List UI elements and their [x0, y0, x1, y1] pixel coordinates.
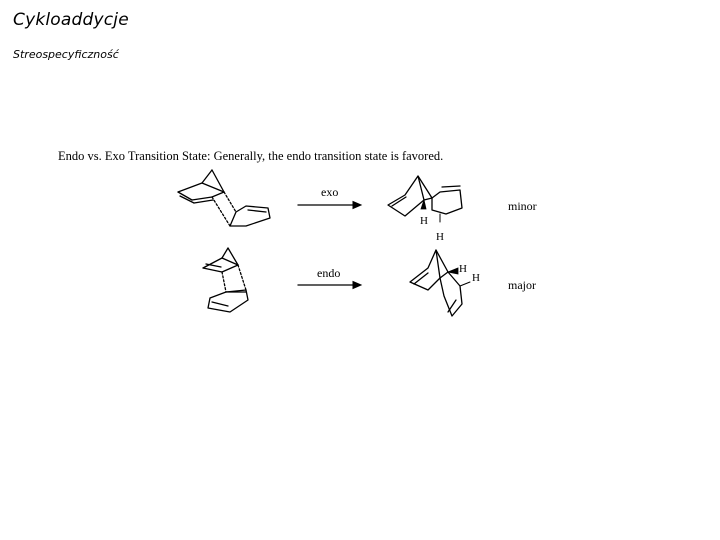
exo-transition-state — [178, 170, 270, 226]
exo-outcome-label: minor — [508, 199, 537, 213]
endo-outcome-label: major — [508, 278, 536, 292]
endo-h-label-1: H — [459, 263, 467, 275]
exo-h-label-2: H — [436, 231, 444, 243]
exo-arrow-label: exo — [321, 185, 339, 199]
slide-title: Cykloaddycje — [13, 10, 129, 30]
exo-h-label-1: H — [420, 215, 428, 227]
endo-arrow-label: endo — [317, 266, 341, 280]
endo-transition-state — [203, 248, 248, 312]
endo-arrow — [298, 282, 361, 289]
scheme-heading: Endo vs. Exo Transition State: Generally, the endo transition state is favored. — [58, 149, 444, 163]
exo-arrow — [298, 202, 361, 209]
endo-product — [410, 250, 470, 316]
endo-h-label-2: H — [472, 272, 480, 284]
slide-subtitle: Streospecyficzność — [13, 48, 119, 61]
